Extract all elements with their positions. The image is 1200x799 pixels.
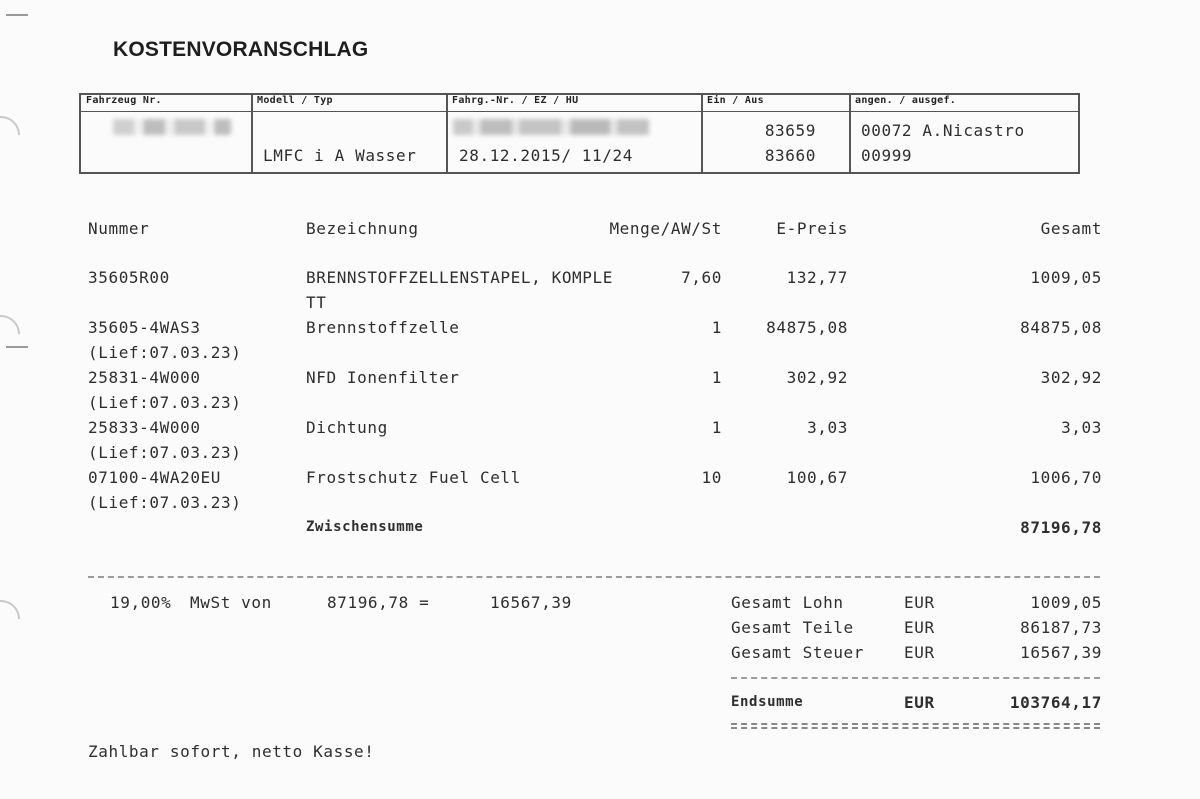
punch-hole <box>0 108 28 162</box>
zwischensumme-value: 87196,78 <box>1020 518 1102 537</box>
endsumme-label: Endsumme <box>731 694 804 710</box>
column-header-gesamt: Gesamt <box>1040 219 1102 238</box>
header-ein-aus: Ein / Aus <box>707 95 764 106</box>
payment-terms: Zahlbar sofort, netto Kasse! <box>88 742 375 761</box>
punch-hole <box>0 592 28 646</box>
item-gesamt: 302,92 <box>1040 368 1102 387</box>
item-menge: 10 <box>701 468 722 487</box>
item-nummer: 35605R00 <box>88 268 170 287</box>
total-teile-label: Gesamt Teile <box>731 618 854 637</box>
vehicle-model: LMFC i A Wasser <box>263 146 417 165</box>
vehicle-info-table <box>79 93 1080 174</box>
header-fahrzeug-nr: Fahrzeug Nr. <box>86 95 162 106</box>
item-gesamt: 1006,70 <box>1030 468 1102 487</box>
total-lohn-currency: EUR <box>904 593 935 612</box>
item-nummer: 25833-4W000 <box>88 418 201 437</box>
item-menge: 1 <box>711 318 722 337</box>
total-lohn-value: 1009,05 <box>1030 593 1102 612</box>
tax-amount: 16567,39 <box>490 593 572 612</box>
column-header-epreis: E-Preis <box>776 219 848 238</box>
redacted-vehicle-number <box>113 119 231 135</box>
total-teile-value: 86187,73 <box>1020 618 1102 637</box>
item-nummer: 25831-4W000 <box>88 368 201 387</box>
item-nummer: 35605-4WAS3 <box>88 318 201 337</box>
vehicle-aus: 83660 <box>764 146 816 165</box>
tax-text: MwSt von <box>190 593 272 612</box>
endsumme-value: 103764,17 <box>1009 693 1102 712</box>
tax-rate: 19,00% <box>110 593 172 612</box>
total-lohn-label: Gesamt Lohn <box>731 593 844 612</box>
total-steuer-value: 16567,39 <box>1020 643 1102 662</box>
document-title: KOSTENVORANSCHLAG <box>113 38 369 61</box>
item-bezeichnung-continued: TT <box>306 293 327 312</box>
item-lieferdatum: (Lief:07.03.23) <box>88 493 242 512</box>
item-epreis: 84875,08 <box>766 318 848 337</box>
separator-line <box>88 576 1100 578</box>
item-bezeichnung: BRENNSTOFFZELLENSTAPEL, KOMPLE <box>306 268 613 287</box>
punch-hole <box>0 307 28 361</box>
header-angen-ausgef: angen. / ausgef. <box>855 95 957 106</box>
item-menge: 7,60 <box>681 268 722 287</box>
column-header-bezeichnung: Bezeichnung <box>306 219 419 238</box>
item-epreis: 3,03 <box>807 418 848 437</box>
endsumme-currency: EUR <box>904 693 935 712</box>
tax-base: 87196,78 = <box>327 593 430 612</box>
header-fahrg-nr: Fahrg.-Nr. / EZ / HU <box>452 95 579 106</box>
total-steuer-label: Gesamt Steuer <box>731 643 865 662</box>
item-menge: 1 <box>711 418 722 437</box>
item-gesamt: 1009,05 <box>1030 268 1102 287</box>
item-lieferdatum: (Lief:07.03.23) <box>88 343 242 362</box>
item-bezeichnung: Brennstoffzelle <box>306 318 460 337</box>
item-bezeichnung: NFD Ionenfilter <box>306 368 460 387</box>
item-menge: 1 <box>711 368 722 387</box>
vehicle-ein: 83659 <box>764 121 816 140</box>
item-bezeichnung: Frostschutz Fuel Cell <box>306 468 521 487</box>
item-lieferdatum: (Lief:07.03.23) <box>88 393 242 412</box>
double-underline <box>731 723 1100 725</box>
item-nummer: 07100-4WA20EU <box>88 468 222 487</box>
vehicle-angen: 00072 A.Nicastro <box>861 121 1025 140</box>
column-header-nummer: Nummer <box>88 219 150 238</box>
item-epreis: 302,92 <box>786 368 848 387</box>
vehicle-ausgef: 00999 <box>861 146 913 165</box>
total-steuer-currency: EUR <box>904 643 935 662</box>
item-gesamt: 3,03 <box>1061 418 1102 437</box>
item-lieferdatum: (Lief:07.03.23) <box>88 443 242 462</box>
item-epreis: 132,77 <box>786 268 848 287</box>
column-header-menge: Menge/AW/St <box>609 219 722 238</box>
item-gesamt: 84875,08 <box>1020 318 1102 337</box>
redacted-chassis-number <box>453 119 649 135</box>
item-bezeichnung: Dichtung <box>306 418 388 437</box>
total-teile-currency: EUR <box>904 618 935 637</box>
separator-line <box>731 677 1100 679</box>
vehicle-ez-hu: 28.12.2015/ 11/24 <box>459 146 633 165</box>
double-underline <box>731 727 1100 729</box>
header-modell-typ: Modell / Typ <box>257 95 333 106</box>
item-epreis: 100,67 <box>786 468 848 487</box>
zwischensumme-label: Zwischensumme <box>306 519 424 535</box>
margin-mark <box>6 14 28 16</box>
